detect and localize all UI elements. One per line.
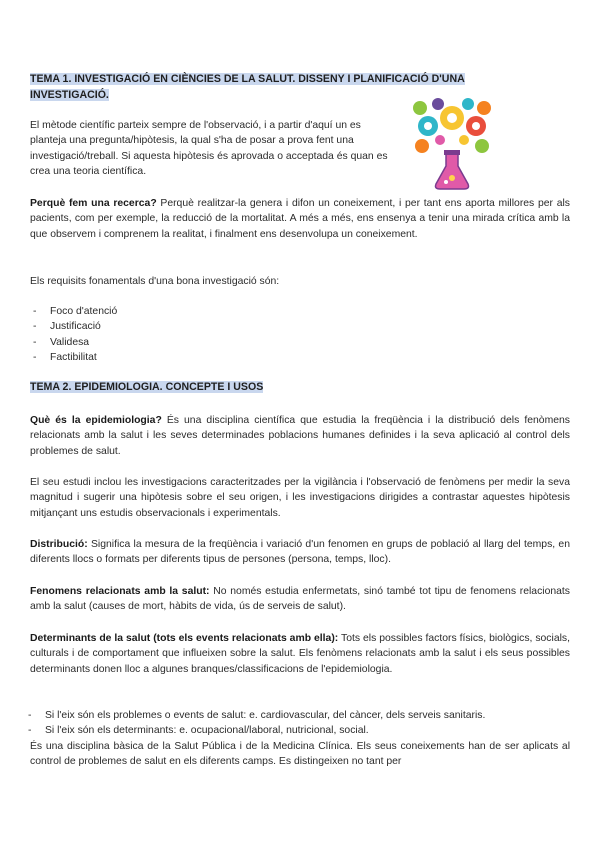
distribution-paragraph (30, 537, 570, 568)
distribution-text: Significa la mesura de la freqüència i variació d'un fenomen en grups de població al llarg del temps, en diferents llocs o formats per diferents tipus de persones (persona, temps, lloc). (30, 539, 570, 566)
flask-icon (436, 154, 469, 189)
list-item: - Validesa (30, 335, 330, 350)
phenomena-paragraph (30, 584, 570, 615)
list-item: - Foco d'atenció (30, 304, 330, 319)
epidemiology-definition (30, 413, 570, 459)
list-item: - Si l'eix són els problemes o events de salut: e. cardiovascular, del càncer, dels serveis sanitaris. (25, 708, 575, 723)
research-purpose-text: Perquè realitzar-la genera i difon un coneixement, i per tant ens aporta millores per als pacients, com per exemple, la reducció de la mortalitat. A més a més, ens ensenya a tenir una mirada crítica amb la que observem i comprenem la realitat, i finalment ens desenvolupa un coneixement. (30, 198, 570, 240)
list-item: - Si l'eix són els determinants: e. ocupacional/laboral, nutricional, social. (25, 723, 575, 738)
research-purpose-paragraph (30, 196, 570, 242)
list-item: - Factibilitat (30, 350, 330, 365)
section1-intro: El mètode científic parteix sempre de l'observació, i a partir d'aquí un es planteja una pregunta/hipòtesis, la qual s'ha de posar a prova fent una investigació/treball. Si aquesta hipòtesis és aprovada o acceptada és quan es crea una teoria científica. (30, 120, 388, 177)
epidemiology-definition-label: Què és la epidemiologia? (30, 415, 162, 426)
research-purpose-label: Perquè fem una recerca? (30, 198, 157, 209)
requirements-list (30, 304, 330, 365)
list-item: - Justificació (30, 319, 330, 334)
axes-list (25, 708, 575, 739)
study-paragraph: El seu estudi inclou les investigacions caracteritzades per la vigilància i l'observació de fenòmens per medir la seva magnitud i sugerir una hipòtesis sobre el seu origen, i les investigacions dirigides a contrastar aquestes hipòtesis mitjançant uns estudis observacionals i experimentals. (30, 477, 570, 519)
bubble-icons (413, 98, 491, 153)
determinants-text: Tots els possibles factors físics, biològics, socials, culturals i de comportament que influeixen sobre la salut. Els fenòmens relacionats amb la salut i els seus possibles determinants donen lloc a algunes branques/classificacions de l'epidemiologia. (30, 633, 570, 675)
epidemiology-definition-text: És una disciplina científica que estudia la freqüència i la distribució dels fenòmens relacionats amb la salut i les seves determinades poblacions humanes definides i la seva aplicació al control dels problemes de salut. (30, 415, 570, 457)
phenomena-text: No només estudia enfermetats, sinó també tot tipu de fenomens relacionats amb la salut (causes de mort, hàbits de vida, ús de serveis de salut). (30, 586, 570, 613)
determinants-paragraph (30, 631, 570, 677)
determinants-label: Determinants de la salut (tots els events relacionats amb ella): (30, 633, 339, 644)
closing-paragraph: És una disciplina bàsica de la Salut Pública i de la Medicina Clínica. Els seus coneixements han de ser aplicats al control de problemes de salut en els diferents camps. Es distingeixen no tant per (30, 741, 570, 768)
section2-title: TEMA 2. EPIDEMIOLOGIA. CONCEPTE I USOS (30, 381, 264, 393)
requirements-intro: Els requisits fonamentals d'una bona investigació són: (30, 276, 280, 287)
phenomena-label: Fenomens relacionats amb la salut: (30, 586, 210, 597)
science-flask-illustration (408, 96, 496, 192)
distribution-label: Distribució: (30, 539, 88, 550)
section1-title: TEMA 1. INVESTIGACIÓ EN CIÈNCIES DE LA SALUT. DISSENY I PLANIFICACIÓ D'UNA INVESTIGACIÓ. (30, 73, 465, 101)
